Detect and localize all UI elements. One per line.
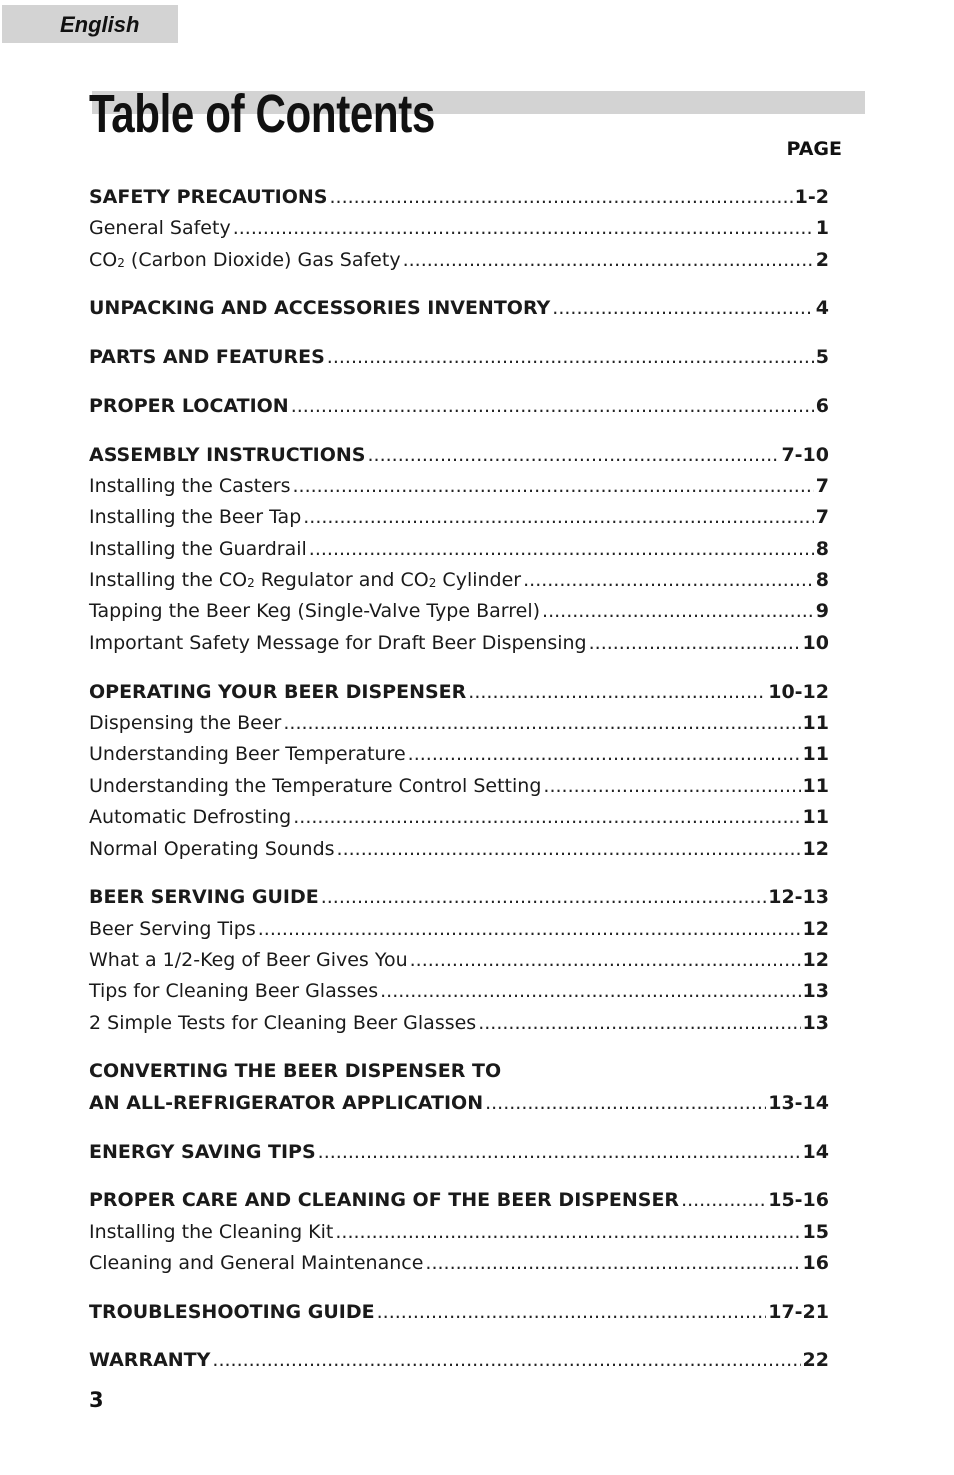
toc-page-number: 10 (802, 631, 829, 654)
toc-section[interactable] (89, 182, 829, 213)
toc-item-label: Important Safety Message for Draft Beer Dispensing (89, 631, 587, 654)
toc-section-label: PROPER CARE AND CLEANING OF THE BEER DISPENSER (89, 1189, 680, 1212)
toc-item[interactable] (89, 628, 829, 659)
toc-item[interactable] (89, 739, 829, 770)
toc-item[interactable] (89, 914, 829, 945)
toc-page-number: 17-21 (768, 1300, 829, 1323)
toc-page-number: 12 (802, 917, 829, 940)
toc-item-label: Dispensing the Beer (89, 711, 282, 734)
leader-dots (258, 914, 801, 945)
toc-item[interactable] (89, 771, 829, 802)
toc-item[interactable] (89, 802, 829, 833)
toc-item-label: Normal Operating Sounds (89, 837, 335, 860)
page-number: 3 (89, 1388, 104, 1412)
leader-dots (377, 1297, 767, 1328)
toc-page-number: 13-14 (768, 1091, 829, 1114)
leader-dots (523, 565, 814, 596)
toc-page-number: 15-16 (768, 1189, 829, 1212)
toc-item-label: Tips for Cleaning Beer Glasses (89, 980, 379, 1003)
toc-page-number: 4 (815, 297, 829, 320)
toc-section-label: UNPACKING AND ACCESSORIES INVENTORY (89, 297, 551, 320)
toc-item[interactable] (89, 834, 829, 865)
toc-item-label: Installing the $CO_2$ Regulator and $CO_2$ Cylinder (89, 569, 522, 592)
toc-page-number: 9 (815, 600, 829, 623)
toc-section[interactable] (89, 1297, 829, 1328)
toc-page-number: 22 (802, 1349, 829, 1372)
toc-item-label: Installing the Guardrail (89, 537, 307, 560)
toc-item[interactable] (89, 708, 829, 739)
toc-page-number: 7-10 (781, 443, 829, 466)
toc-page-number: 7 (815, 506, 829, 529)
toc-item-label: Understanding Beer Temperature (89, 743, 406, 766)
leader-dots (543, 771, 800, 802)
language-tab: English (2, 5, 178, 43)
toc-item[interactable] (89, 1248, 829, 1279)
leader-dots (425, 1248, 800, 1279)
toc-page-number: 2 (815, 248, 829, 271)
toc-item[interactable] (89, 565, 829, 596)
toc-section-label: ENERGY SAVING TIPS (89, 1140, 316, 1163)
toc-section-label: WARRANTY (89, 1349, 211, 1372)
toc-page-number: 15 (802, 1220, 829, 1243)
toc-page-number: 6 (815, 394, 829, 417)
page-column-header: PAGE (786, 138, 842, 160)
toc-section-label: ASSEMBLY INSTRUCTIONS (89, 443, 366, 466)
table-of-contents (89, 182, 829, 1377)
toc-section[interactable] (89, 391, 829, 422)
toc-section-label: PARTS AND FEATURES (89, 346, 325, 369)
leader-dots (485, 1088, 766, 1119)
toc-section[interactable] (89, 1137, 829, 1168)
toc-page-number: 11 (802, 711, 829, 734)
leader-dots (293, 471, 814, 502)
toc-item[interactable] (89, 502, 829, 533)
leader-dots (380, 976, 800, 1007)
toc-item[interactable] (89, 596, 829, 627)
leader-dots (368, 440, 780, 471)
toc-page-number: 11 (802, 806, 829, 829)
toc-section-label: AN ALL-REFRIGERATOR APPLICATION (89, 1091, 484, 1114)
toc-page-number: 11 (802, 743, 829, 766)
toc-item-label: What a 1/2-Keg of Beer Gives You (89, 948, 408, 971)
leader-dots (408, 739, 801, 770)
leader-dots (329, 182, 792, 213)
leader-dots (552, 293, 813, 324)
toc-section-label: PROPER LOCATION (89, 394, 289, 417)
toc-page-number: 13 (802, 980, 829, 1003)
leader-dots (318, 1137, 801, 1168)
toc-item-label: Tapping the Beer Keg (Single-Valve Type Barrel) (89, 600, 541, 623)
toc-page-number: 11 (802, 774, 829, 797)
toc-item[interactable] (89, 534, 829, 565)
toc-item[interactable] (89, 945, 829, 976)
toc-section-label: SAFETY PRECAUTIONS (89, 186, 328, 208)
leader-dots (478, 1008, 800, 1039)
toc-section[interactable] (89, 1345, 829, 1376)
leader-dots (309, 534, 814, 565)
toc-page-number: 14 (802, 1140, 829, 1163)
leader-dots (589, 628, 801, 659)
toc-page-number: 7 (815, 474, 829, 497)
toc-section[interactable] (89, 293, 829, 324)
leader-dots (335, 1217, 800, 1248)
toc-section-label: TROUBLESHOOTING GUIDE (89, 1300, 375, 1323)
leader-dots (233, 213, 814, 244)
toc-item-label: Installing the Casters (89, 474, 291, 497)
toc-page-number: 12 (802, 948, 829, 971)
leader-dots (410, 945, 801, 976)
toc-item[interactable] (89, 471, 829, 502)
toc-item[interactable] (89, 213, 829, 244)
toc-item-label: Installing the Beer Tap (89, 506, 302, 529)
toc-item-label: $CO_2$ (Carbon Dioxide) Gas Safety (89, 248, 401, 271)
toc-page-number: 10-12 (768, 680, 829, 703)
toc-section-label: OPERATING YOUR BEER DISPENSER (89, 680, 467, 703)
toc-item[interactable] (89, 1217, 829, 1248)
leader-dots (468, 677, 766, 708)
toc-page-number: 1 (815, 217, 829, 240)
leader-dots (681, 1185, 766, 1216)
toc-page-number: 12 (802, 837, 829, 860)
toc-item[interactable] (89, 976, 829, 1007)
toc-section[interactable] (89, 440, 829, 471)
toc-section[interactable] (89, 677, 829, 708)
toc-item-label: Beer Serving Tips (89, 917, 256, 940)
leader-dots (283, 708, 800, 739)
toc-section-label: CONVERTING THE BEER DISPENSER TO (89, 1060, 502, 1083)
toc-item-label: Installing the Cleaning Kit (89, 1220, 334, 1243)
leader-dots (337, 834, 801, 865)
toc-page-number: 12-13 (768, 886, 829, 909)
toc-page-number: 16 (802, 1252, 829, 1274)
leader-dots (327, 342, 814, 373)
leader-dots (291, 391, 814, 422)
leader-dots (212, 1345, 800, 1376)
toc-page-number: 5 (815, 346, 829, 369)
toc-item-label: Understanding the Temperature Control Setting (89, 774, 542, 797)
toc-section-label: BEER SERVING GUIDE (89, 886, 319, 909)
toc-item[interactable] (89, 245, 829, 276)
toc-section[interactable] (89, 882, 829, 913)
toc-page-number: 8 (815, 537, 829, 560)
toc-item-label: 2 Simple Tests for Cleaning Beer Glasses (89, 1011, 477, 1034)
toc-item-label: Automatic Defrosting (89, 806, 292, 829)
leader-dots (403, 245, 814, 276)
toc-section[interactable] (89, 1088, 829, 1119)
page-title: Table of Contents (89, 84, 435, 144)
toc-section[interactable] (89, 342, 829, 373)
toc-item-label: Cleaning and General Maintenance (89, 1252, 424, 1274)
leader-dots (293, 802, 800, 833)
toc-page-number: 13 (802, 1011, 829, 1034)
leader-dots (542, 596, 814, 627)
toc-page-number: 8 (815, 569, 829, 592)
toc-item[interactable] (89, 1008, 829, 1039)
toc-item-label: General Safety (89, 217, 231, 240)
leader-dots (303, 502, 814, 533)
toc-section-line (89, 1056, 829, 1087)
leader-dots (321, 882, 767, 913)
toc-section[interactable] (89, 1185, 829, 1216)
toc-page-number: 1-2 (794, 186, 829, 208)
